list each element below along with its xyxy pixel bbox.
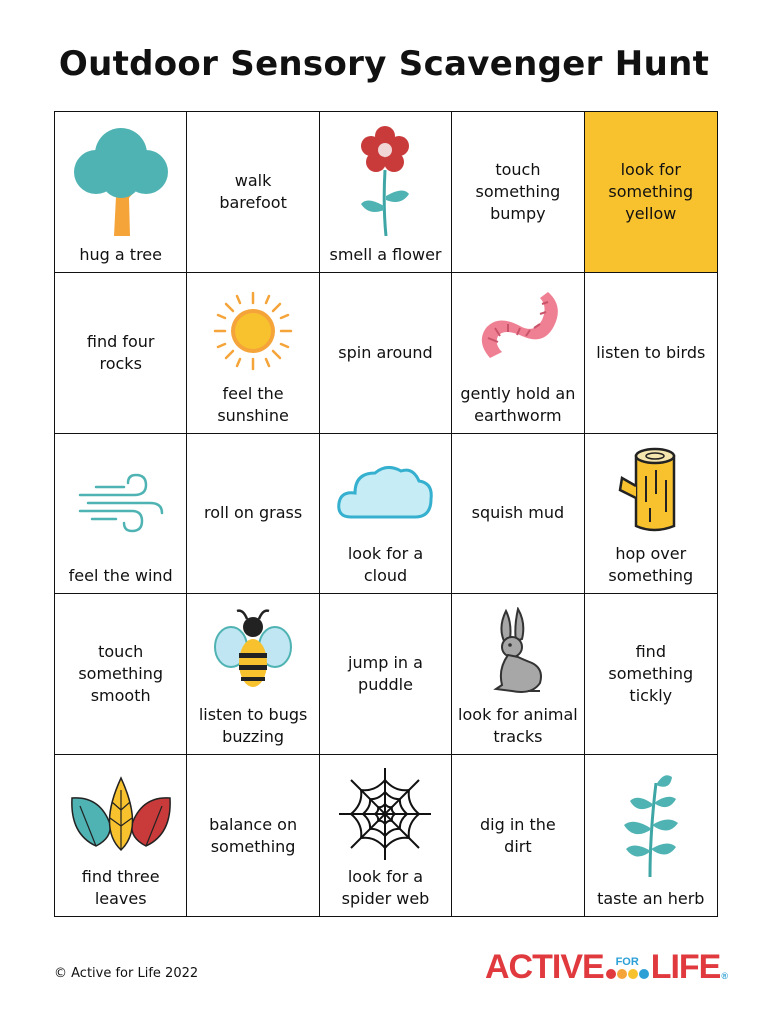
cell-label: find four rocks (86, 331, 155, 373)
sun-icon (191, 279, 314, 383)
cell-feel-the-sunshine (187, 273, 319, 434)
cell-label: balance on something (209, 814, 298, 856)
herb-icon (589, 761, 713, 888)
cell-hop-over-something (585, 434, 717, 595)
cell-label: jump in a puddle (348, 653, 423, 695)
cell-label: smell a flower (329, 244, 442, 264)
page-title: Outdoor Sensory Scavenger Hunt (58, 44, 710, 84)
logo-word-life: LIFE (650, 948, 721, 986)
copyright-text: © Active for Life 2022 (54, 966, 199, 981)
cell-label: find something tickly (608, 642, 694, 706)
earthworm-icon (456, 279, 579, 383)
cell-hug-a-tree (55, 112, 187, 273)
log-stump-icon (589, 440, 713, 544)
cell-label: touch something bumpy (475, 159, 561, 223)
cell-label: roll on grass (203, 503, 303, 523)
cell-smell-a-flower (320, 112, 452, 273)
cell-walk-barefoot (187, 112, 319, 273)
registered-mark: ® (721, 971, 728, 981)
cell-look-for-a-spider-web (320, 755, 452, 916)
cell-touch-something-bumpy (452, 112, 584, 273)
cell-listen-to-birds (585, 273, 717, 434)
cell-look-for-something-yellow (585, 112, 717, 273)
rabbit-icon (456, 600, 579, 704)
cell-feel-the-wind (55, 434, 187, 595)
cell-look-for-animal-tracks (452, 594, 584, 755)
cell-roll-on-grass (187, 434, 319, 595)
logo-dots-icon (606, 969, 649, 979)
cell-look-for-a-cloud (320, 434, 452, 595)
cell-jump-in-a-puddle (320, 594, 452, 755)
tree-icon (59, 118, 182, 244)
cloud-icon (324, 440, 447, 544)
active-for-life-logo (485, 948, 728, 987)
leaves-icon (59, 761, 182, 866)
bee-icon (191, 600, 314, 704)
logo-word-active: ACTIVE (485, 948, 604, 986)
logo-word-for: FOR (615, 955, 639, 968)
logo-middle (606, 957, 649, 979)
cell-label: spin around (338, 342, 433, 362)
cell-listen-to-bugs-buzzing (187, 594, 319, 755)
cell-label: touch something smooth (78, 642, 164, 706)
cell-squish-mud (452, 434, 584, 595)
cell-label: feel the sunshine (217, 383, 289, 425)
cell-label: hug a tree (79, 244, 162, 264)
cell-label: find three leaves (81, 867, 160, 908)
cell-taste-an-herb (585, 755, 717, 916)
cell-label: squish mud (471, 503, 565, 523)
cell-label: dig in the dirt (480, 814, 556, 856)
cell-label: listen to bugs buzzing (198, 705, 308, 747)
cell-spin-around (320, 273, 452, 434)
cell-gently-hold-an-earthworm (452, 273, 584, 434)
cell-label: listen to birds (596, 342, 706, 362)
cell-find-something-tickly (585, 594, 717, 755)
flower-icon (324, 118, 447, 244)
cell-label: taste an herb (597, 889, 705, 908)
cell-label: hop over something (608, 544, 694, 586)
cell-find-three-leaves (55, 755, 187, 916)
cell-label: walk barefoot (219, 170, 287, 212)
cell-touch-something-smooth (55, 594, 187, 755)
cell-label: look for a spider web (341, 867, 430, 908)
wind-icon (59, 440, 182, 566)
spider-web-icon (324, 761, 447, 866)
cell-balance-on-something (187, 755, 319, 916)
cell-label: gently hold an earthworm (460, 383, 576, 425)
cell-label: look for a cloud (347, 544, 424, 586)
cell-label: feel the wind (68, 566, 173, 586)
scavenger-hunt-grid (54, 111, 718, 917)
cell-label: look for animal tracks (458, 705, 578, 747)
cell-find-four-rocks (55, 273, 187, 434)
cell-label: look for something yellow (608, 159, 694, 223)
cell-dig-in-the-dirt (452, 755, 584, 916)
